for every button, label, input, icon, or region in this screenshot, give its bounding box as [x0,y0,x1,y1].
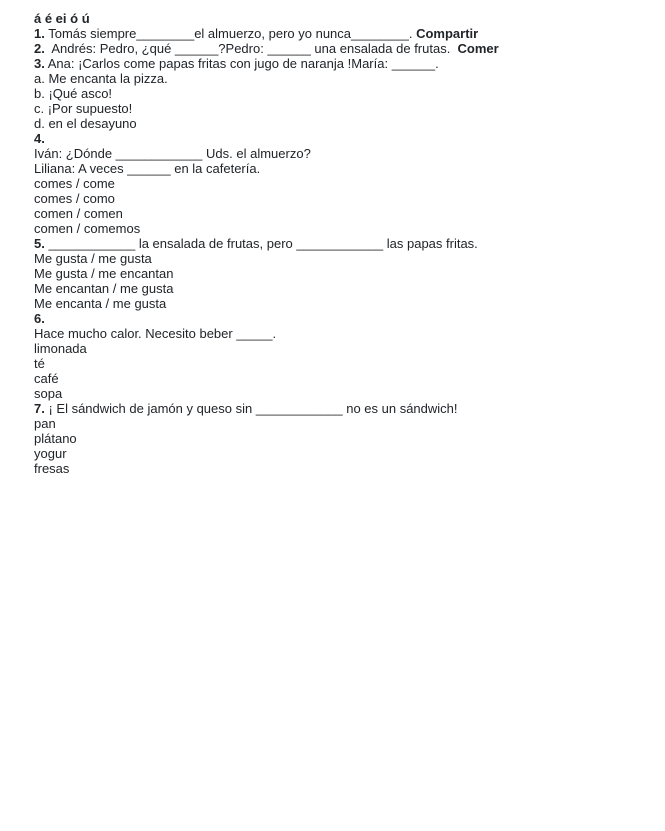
question-5-number: 5. [34,236,45,251]
question-7-text: ¡ El sándwich de jamón y queso sin ____________ no es un sándwich! [44,401,458,416]
question-4-number: 4. [34,131,45,146]
question-5-option-1: Me gusta / me gusta [34,251,152,266]
question-6-text: Hace mucho calor. Necesito beber _____. [34,326,277,341]
question-2-text: Andrés: Pedro, ¿qué ______?Pedro: ______ una ensalada de frutas. [44,41,458,56]
question-6-option-3: café [34,371,59,386]
question-1-text: Tomás siempre________el almuerzo, pero yo nunca________. [44,26,417,41]
question-7-option-3: yogur [34,446,67,461]
question-3-option-a: a. Me encanta la pizza. [34,71,168,86]
question-7-option-1: pan [34,416,56,431]
question-7-option-2: plátano [34,431,77,446]
question-4-option-1: comes / come [34,176,115,191]
question-5 [34,236,635,251]
question-6-option-4: sopa [34,386,63,401]
question-5-text: ____________ la ensalada de frutas, pero ____________ las papas fritas. [44,236,478,251]
question-5-option-4: Me encanta / me gusta [34,296,167,311]
question-2 [34,41,635,56]
question-7 [34,401,635,416]
question-3-option-d: d. en el desayuno [34,116,137,131]
question-1-verb: Compartir [416,26,479,41]
question-4-option-2: comes / como [34,191,115,206]
question-4-option-3: comen / comen [34,206,123,221]
question-7-number: 7. [34,401,45,416]
question-5-option-3: Me encantan / me gusta [34,281,174,296]
question-6-option-1: limonada [34,341,87,356]
question-3 [34,56,635,71]
question-5-option-2: Me gusta / me encantan [34,266,174,281]
question-2-number: 2. [34,41,45,56]
question-4-line-2: Liliana: A veces ______ en la cafetería. [34,161,261,176]
question-2-verb: Comer [457,41,499,56]
question-3-option-c: c. ¡Por supuesto! [34,101,133,116]
question-3-option-b: b. ¡Qué asco! [34,86,113,101]
question-4-line-1: Iván: ¿Dónde ____________ Uds. el almuerzo? [34,146,311,161]
question-7-option-4: fresas [34,461,70,476]
question-1 [34,26,635,41]
question-1-number: 1. [34,26,45,41]
accent-characters: á é ei ó ú [34,11,90,26]
question-6-option-2: té [34,356,45,371]
question-3-text: Ana: ¡Carlos come papas fritas con jugo de naranja !María: ______. [44,56,439,71]
question-6-number: 6. [34,311,45,326]
question-3-number: 3. [34,56,45,71]
question-4-option-4: comen / comemos [34,221,141,236]
